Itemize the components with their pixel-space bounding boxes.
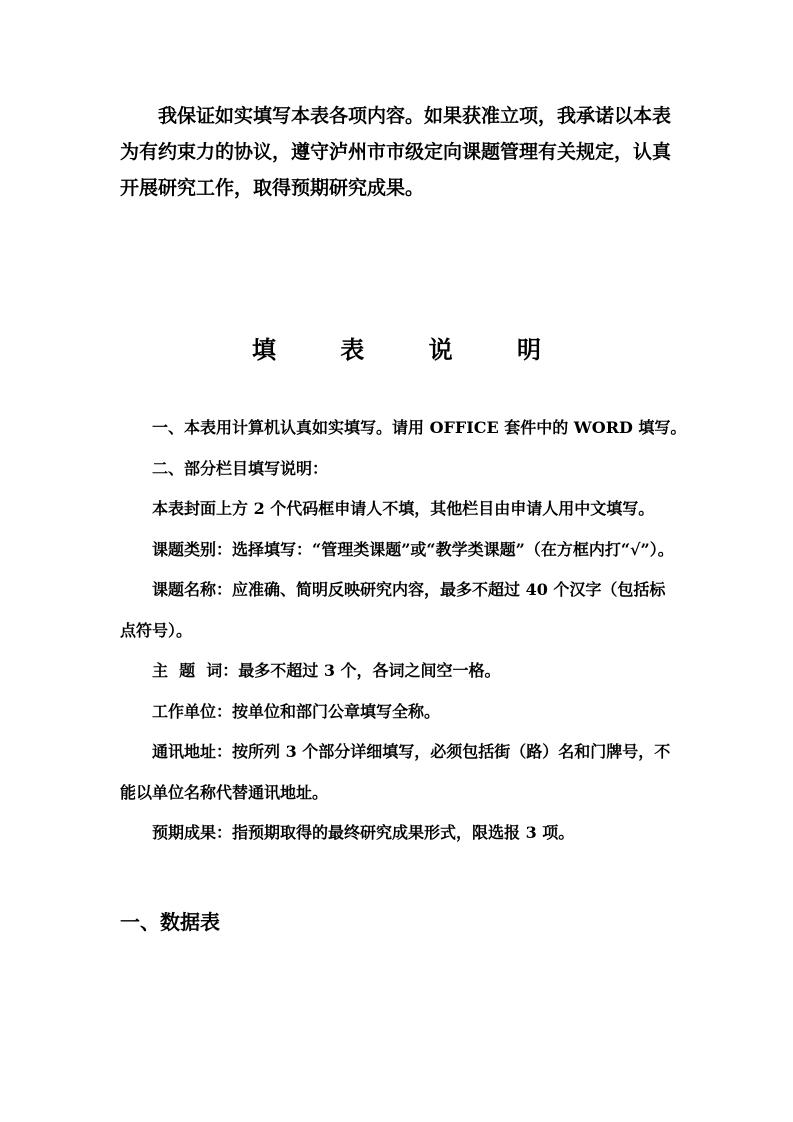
instruction-item-4: 课题类别：选择填写：“管理类课题”或“教学类课题”（在方框内打“√”）。 (152, 539, 674, 559)
instruction-item-9: 预期成果：指预期取得的最终研究成果形式，限选报 3 项。 (152, 823, 575, 842)
instructions-list (120, 408, 687, 854)
instructions-title: 填 表 说 明 (251, 335, 570, 364)
instruction-item-3: 本表封面上方 2 个代码框申请人不填，其他栏目由申请人用中文填写。 (152, 499, 655, 518)
instruction-item-8: 通讯地址：按所列 3 个部分详细填写，必须包括街（路）名和门牌号，不能以单位名称代替通讯地址。 (120, 742, 671, 802)
instruction-item-1: 一、本表用计算机认真如实填写。请用 OFFICE 套件中的 WORD 填写。 (152, 418, 687, 437)
instruction-item-2: 二、部分栏目填写说明： (152, 458, 329, 478)
instruction-item-6: 主 题 词：最多不超过 3 个，各词之间空一格。 (152, 661, 501, 680)
data-table-heading: 一、数据表 (120, 910, 220, 934)
instruction-item-7: 工作单位：按单位和部门公章填写全称。 (152, 701, 441, 721)
instruction-item-5: 课题名称：应准确、简明反映研究内容，最多不超过 40 个汉字（包括标点符号）。 (120, 580, 666, 640)
pledge-paragraph: 我保证如实填写本表各项内容。如果获准立项，我承诺以本表为有约束力的协议，遵守泸州市市级定向课题管理有关规定，认真开展研究工作，取得预期研究成果。 (120, 105, 672, 199)
